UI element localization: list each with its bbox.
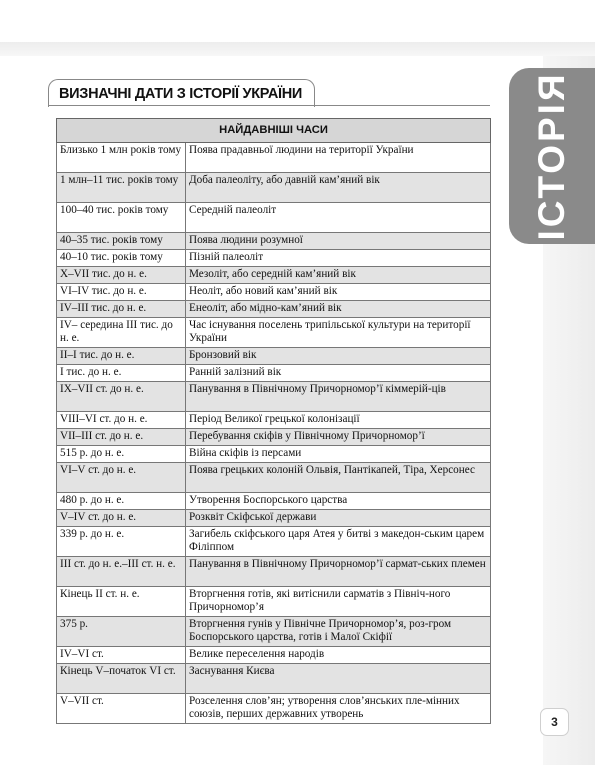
event-cell: Поява грецьких колоній Ольвія, Пантікапей, Тіра, Херсонес	[186, 463, 491, 493]
table-row	[57, 203, 491, 233]
table-row	[57, 587, 491, 617]
event-cell: Доба палеоліту, або давній кам’яний вік	[186, 173, 491, 203]
date-cell: Близько 1 млн років тому	[57, 143, 186, 173]
table-header: НАЙДАВНІШІ ЧАСИ	[57, 119, 491, 143]
table-row	[57, 493, 491, 510]
table-row	[57, 429, 491, 446]
date-cell: V–VII ст.	[57, 694, 186, 724]
date-cell: V–IV ст. до н. е.	[57, 510, 186, 527]
table-row	[57, 694, 491, 724]
table-row	[57, 412, 491, 429]
table-row	[57, 510, 491, 527]
event-cell: Бронзовий вік	[186, 348, 491, 365]
date-cell: Кінець V–початок VI ст.	[57, 664, 186, 694]
table-row	[57, 233, 491, 250]
table-row	[57, 664, 491, 694]
date-cell: VI–V ст. до н. е.	[57, 463, 186, 493]
table-row	[57, 557, 491, 587]
date-cell: VII–III ст. до н. е.	[57, 429, 186, 446]
table-row	[57, 365, 491, 382]
date-cell: X–VII тис. до н. е.	[57, 267, 186, 284]
date-cell: 480 р. до н. е.	[57, 493, 186, 510]
event-cell: Енеоліт, або мідно-кам’яний вік	[186, 301, 491, 318]
event-cell: Утворення Боспорського царства	[186, 493, 491, 510]
table-row	[57, 617, 491, 647]
date-cell: IV–III тис. до н. е.	[57, 301, 186, 318]
table-row	[57, 527, 491, 557]
table-row	[57, 463, 491, 493]
date-cell: 339 р. до н. е.	[57, 527, 186, 557]
event-cell: Неоліт, або новий кам’яний вік	[186, 284, 491, 301]
event-cell: Поява прадавньої людини на території України	[186, 143, 491, 173]
table-row	[57, 301, 491, 318]
date-cell: 100–40 тис. років тому	[57, 203, 186, 233]
event-cell: Розселення слов’ян; утворення слов’янських пле-мінних союзів, перших державних утворень	[186, 694, 491, 724]
event-cell: Час існування поселень трипільської культури на території України	[186, 318, 491, 348]
event-cell: Вторгнення готів, які витіснили сарматів з Північ-ного Причорномор’я	[186, 587, 491, 617]
date-cell: IV–VI ст.	[57, 647, 186, 664]
date-cell: 40–10 тис. років тому	[57, 250, 186, 267]
event-cell: Пізній палеоліт	[186, 250, 491, 267]
event-cell: Вторгнення гунів у Північне Причорномор’я, роз-гром Боспорського царства, готів і Малої Скіфії	[186, 617, 491, 647]
top-band	[0, 42, 595, 56]
date-cell: IX–VII ст. до н. е.	[57, 382, 186, 412]
event-cell: Заснування Києва	[186, 664, 491, 694]
section-title: ВИЗНАЧНІ ДАТИ З ІСТОРІЇ УКРАЇНИ	[48, 79, 315, 107]
event-cell: Поява людини розумної	[186, 233, 491, 250]
date-cell: 1 млн–11 тис. років тому	[57, 173, 186, 203]
section-tab-label: ІСТОРІЯ	[531, 71, 572, 241]
date-cell: 40–35 тис. років тому	[57, 233, 186, 250]
table-row	[57, 143, 491, 173]
page-number: 3	[540, 708, 569, 736]
event-cell: Ранній залізний вік	[186, 365, 491, 382]
table-row	[57, 173, 491, 203]
event-cell: Перебування скіфів у Північному Причорномор’ї	[186, 429, 491, 446]
event-cell: Розквіт Скіфської держави	[186, 510, 491, 527]
date-cell: 515 р. до н. е.	[57, 446, 186, 463]
table-row	[57, 647, 491, 664]
event-cell: Мезоліт, або середній кам’яний вік	[186, 267, 491, 284]
date-cell: VIII–VI ст. до н. е.	[57, 412, 186, 429]
table-row	[57, 318, 491, 348]
date-cell: II–I тис. до н. е.	[57, 348, 186, 365]
table-row	[57, 284, 491, 301]
date-cell: 375 р.	[57, 617, 186, 647]
event-cell: Середній палеоліт	[186, 203, 491, 233]
chronology-table	[56, 118, 491, 724]
table-row	[57, 446, 491, 463]
event-cell: Період Великої грецької колонізації	[186, 412, 491, 429]
event-cell: Панування в Північному Причорномор’ї сармат-ських племен	[186, 557, 491, 587]
event-cell: Велике переселення народів	[186, 647, 491, 664]
date-cell: VI–IV тис. до н. е.	[57, 284, 186, 301]
table-row	[57, 382, 491, 412]
table-row	[57, 267, 491, 284]
date-cell: I тис. до н. е.	[57, 365, 186, 382]
event-cell: Війна скіфів із персами	[186, 446, 491, 463]
title-underline	[48, 105, 490, 106]
date-cell: Кінець II ст. н. е.	[57, 587, 186, 617]
event-cell: Загибель скіфського царя Атея у битві з македон-ським царем Філіппом	[186, 527, 491, 557]
table-row	[57, 348, 491, 365]
date-cell: IV– середина III тис. до н. е.	[57, 318, 186, 348]
table-row	[57, 250, 491, 267]
event-cell: Панування в Північному Причорномор’ї кіммерій-ців	[186, 382, 491, 412]
date-cell: III ст. до н. е.–III ст. н. е.	[57, 557, 186, 587]
